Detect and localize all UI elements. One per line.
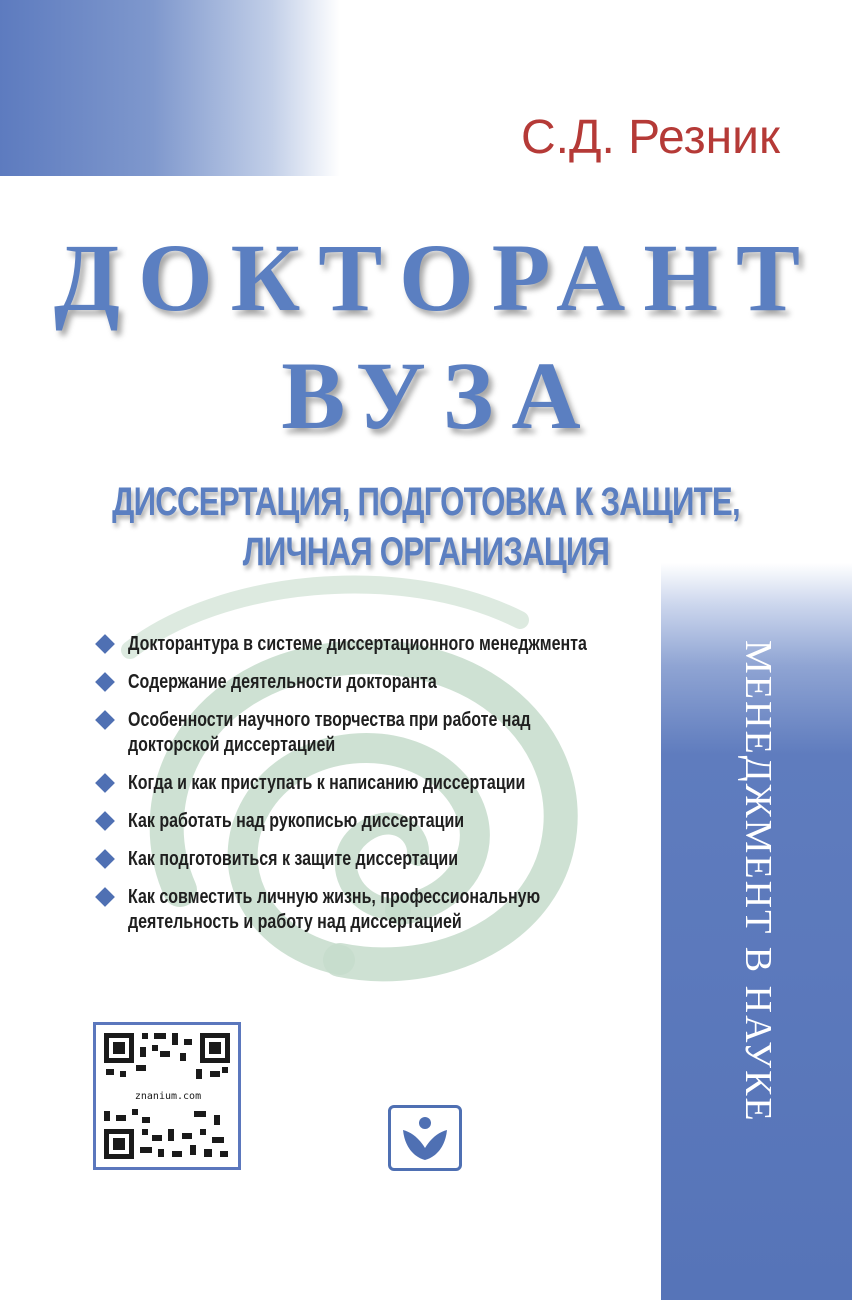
list-item (96, 771, 636, 796)
publisher-logo-icon (391, 1108, 459, 1168)
qr-code[interactable] (93, 1022, 241, 1170)
list-item-text: Докторантура в системе диссертационного менеджмента (128, 633, 587, 655)
list-item (96, 632, 636, 657)
list-item-text: Как подготовиться к защите диссертации (128, 848, 459, 870)
diamond-bullet-icon (95, 849, 115, 869)
list-item-text: Как работать над рукописью диссертации (128, 810, 465, 832)
subtitle-line-1: ДИССЕРТАЦИЯ, ПОДГОТОВКА К ЗАЩИТЕ, (112, 480, 740, 524)
list-item-text: Содержание деятельности докторанта (128, 671, 437, 693)
qr-label: znanium.com (132, 1089, 204, 1105)
author-name: С.Д. Резник (520, 111, 780, 164)
diamond-bullet-icon (95, 634, 115, 654)
diamond-bullet-icon (95, 887, 115, 907)
book-title-line-2: ВУЗА (281, 342, 599, 449)
list-item (96, 885, 636, 935)
series-title-vertical: МЕНЕДЖМЕНТ В НАУКЕ (737, 640, 779, 1123)
diamond-bullet-icon (95, 811, 115, 831)
list-item-text: Когда и как приступать к написанию диссертации (128, 772, 526, 794)
book-title-line-1: ДОКТОРАНТ (53, 224, 819, 331)
list-item (96, 708, 636, 758)
subtitle-line-2: ЛИЧНАЯ ОРГАНИЗАЦИЯ (242, 530, 610, 574)
list-item-text: Особенности научного творчества при работе над докторской диссертацией (128, 709, 531, 756)
diamond-bullet-icon (95, 710, 115, 730)
list-item (96, 847, 636, 872)
top-gradient-band (0, 0, 340, 176)
list-item (96, 809, 636, 834)
contents-bullet-list (96, 632, 636, 948)
list-item (96, 670, 636, 695)
diamond-bullet-icon (95, 672, 115, 692)
diamond-bullet-icon (95, 773, 115, 793)
publisher-logo (388, 1105, 462, 1171)
list-item-text: Как совместить личную жизнь, профессиональную деятельность и работу над диссертацией (128, 886, 541, 933)
